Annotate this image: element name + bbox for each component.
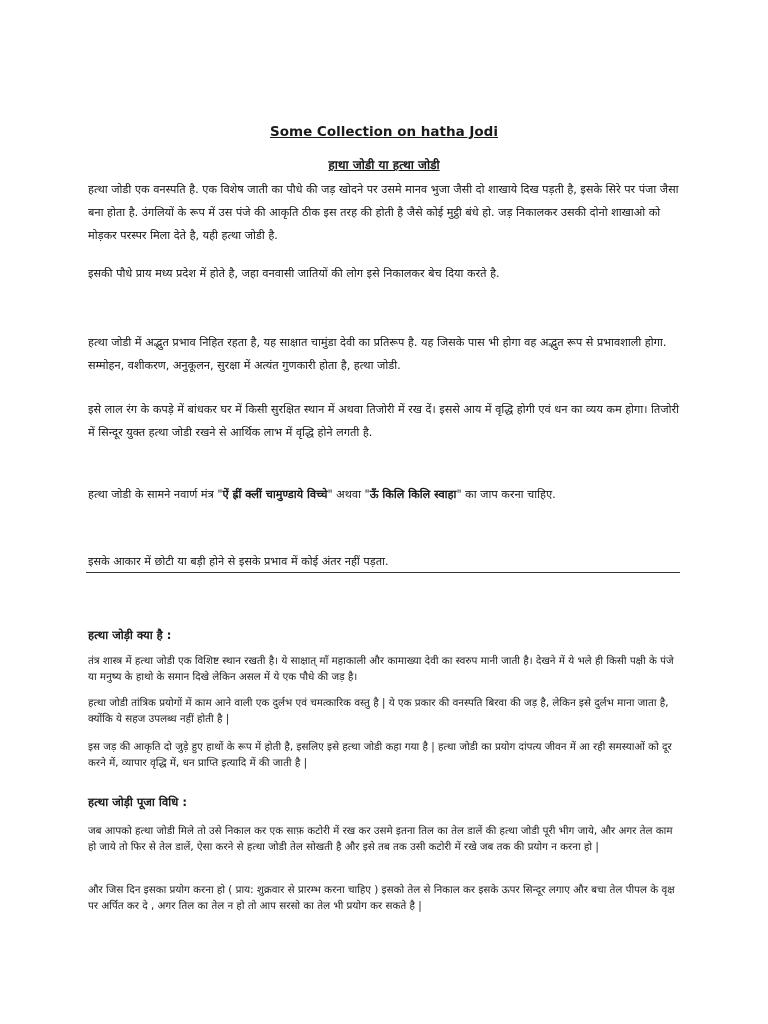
mantra-secondary: ऊँ किलि किलि स्वाहा [369, 488, 457, 501]
section-heading-puja-vidhi: हत्था जोड़ी पूजा विधि : [88, 795, 187, 809]
paragraph-oil-soak: जब आपको हत्था जोडी मिले तो उसे निकाल कर एक साफ़ कटोरी में रख कर उसमे इतना तिल का तेल डालें की हत्था जोडी पूरी भीग जाये, और अगर तेल काम हो जाये तो फिर से तेल डालें, ऐसा करने से हत्था जोडी तेल सोखती है और इसे तब तक उसी कटोरी में रखे जब तक की प्रयोग न करना हो | [88, 825, 673, 853]
paragraph-mantra [88, 483, 680, 506]
paragraph-storage: इसे लाल रंग के कपड़े में बांधकर घर में किसी सुरक्षित स्थान में अथवा तिजोरी में रख दें। इससे आय में वृद्धि होगी एवं धन का व्यय कम होगा। तिजोरी में सिन्दूर युक्त हत्था जोडी रखने से आर्थिक लाभ में वृद्धि होने लगती है. [88, 403, 679, 439]
paragraph-intro: हत्था जोडी एक वनस्पति है. एक विशेष जाती का पौधे की जड़ खोदने पर उसमे मानव भुजा जैसी दो शाखाये दिख पड़ती है, इसके सिरे पर पंजा जैसा बना होता है. उंगलियों के रूप में उस पंजे की आकृति ठीक इस तरह की होती है जैसे कोई मुट्ठी बंधे हो. जड़ निकालकर उसकी दोनो शाखाओ को मोड़कर परस्पर मिला देते है, यही हत्था जोडी है. [88, 183, 679, 242]
paragraph-rare: हत्था जोडी तांत्रिक प्रयोगों में काम आने वाली एक दुर्लभ एवं चमत्कारिक वस्तु है | ये एक प्रकार की वनस्पति बिरवा की जड़ है, लेकिन इसे दुर्लभ माना जाता है, क्योंकि ये सहज उपलब्ध नहीं होती है | [88, 697, 669, 725]
paragraph-usage-day: और जिस दिन इसका प्रयोग करना हो ( प्राय: शुक्रवार से प्रारम्भ करना चाहिए ) इसको तेल से निकाल कर इसके ऊपर सिन्दूर लगाए और बचा तेल पीपल के वृक्ष पर अर्पित कर दे , अगर तिल का तेल न हो तो आप सरसो का तेल भी प्रयोग कर सकते है | [88, 884, 675, 912]
mantra-suffix: " का जाप करना चाहिए. [456, 488, 556, 501]
mantra-middle: " अथवा " [327, 488, 370, 501]
mantra-primary: ऐं ह्रीं क्लीं चामुण्डाये विच्चे [222, 488, 328, 501]
paragraph-effect: हत्था जोडी में अद्भुत प्रभाव निहित रहता है, यह साक्षात चामुंडा देवी का प्रतिरूप है. यह जिसके पास भी होगा वह अद्भुत रूप से प्रभावशाली होगा. सम्मोहन, वशीकरण, अनुकूलन, सुरक्षा में अत्यंत गुणकारी होता है, हत्था जोडी. [88, 336, 667, 372]
paragraph-shape: इस जड़ की आकृति दो जुड़े हुए हाथों के रूप में होती है, इसलिए इसे हत्था जोडी कहा गया है | हत्था जोडी का प्रयोग दांपत्य जीवन में आ रही समस्याओं को दूर करने में, व्यापार वृद्धि में, धन प्राप्ति इत्यादि में की जाती है | [88, 741, 672, 769]
document-title: Some Collection on hatha Jodi [270, 124, 498, 140]
paragraph-tantra: तंत्र शास्त्र में हत्था जोडी एक विशिष्ट स्थान रखती है। ये साक्षात् माँ महाकाली और कामाख्या देवी का स्वरुप मानी जाती है। देखने में ये भले ही किसी पक्षी के पंजे या मनुष्य के हाथो के समान दिखे लेकिन असल में ये एक पौधे की जड़ है। [88, 655, 674, 683]
paragraph-size-note: इसके आकार में छोटी या बड़ी होने से इसके प्रभाव में कोई अंतर नहीं पड़ता. [88, 555, 389, 568]
section-divider [86, 572, 680, 573]
section-heading-what-is: हत्था जोड़ी क्या है : [88, 628, 172, 642]
mantra-prefix: हत्था जोडी के सामने नवार्ण मंत्र " [88, 488, 223, 501]
document-subtitle: हाथा जोडी या हत्था जोडी [328, 158, 440, 172]
paragraph-origin: इसकी पौधे प्राय मध्य प्रदेश में होते है, जहा वनवासी जातियों की लोग इसे निकालकर बेच दिया करते है. [88, 267, 500, 280]
